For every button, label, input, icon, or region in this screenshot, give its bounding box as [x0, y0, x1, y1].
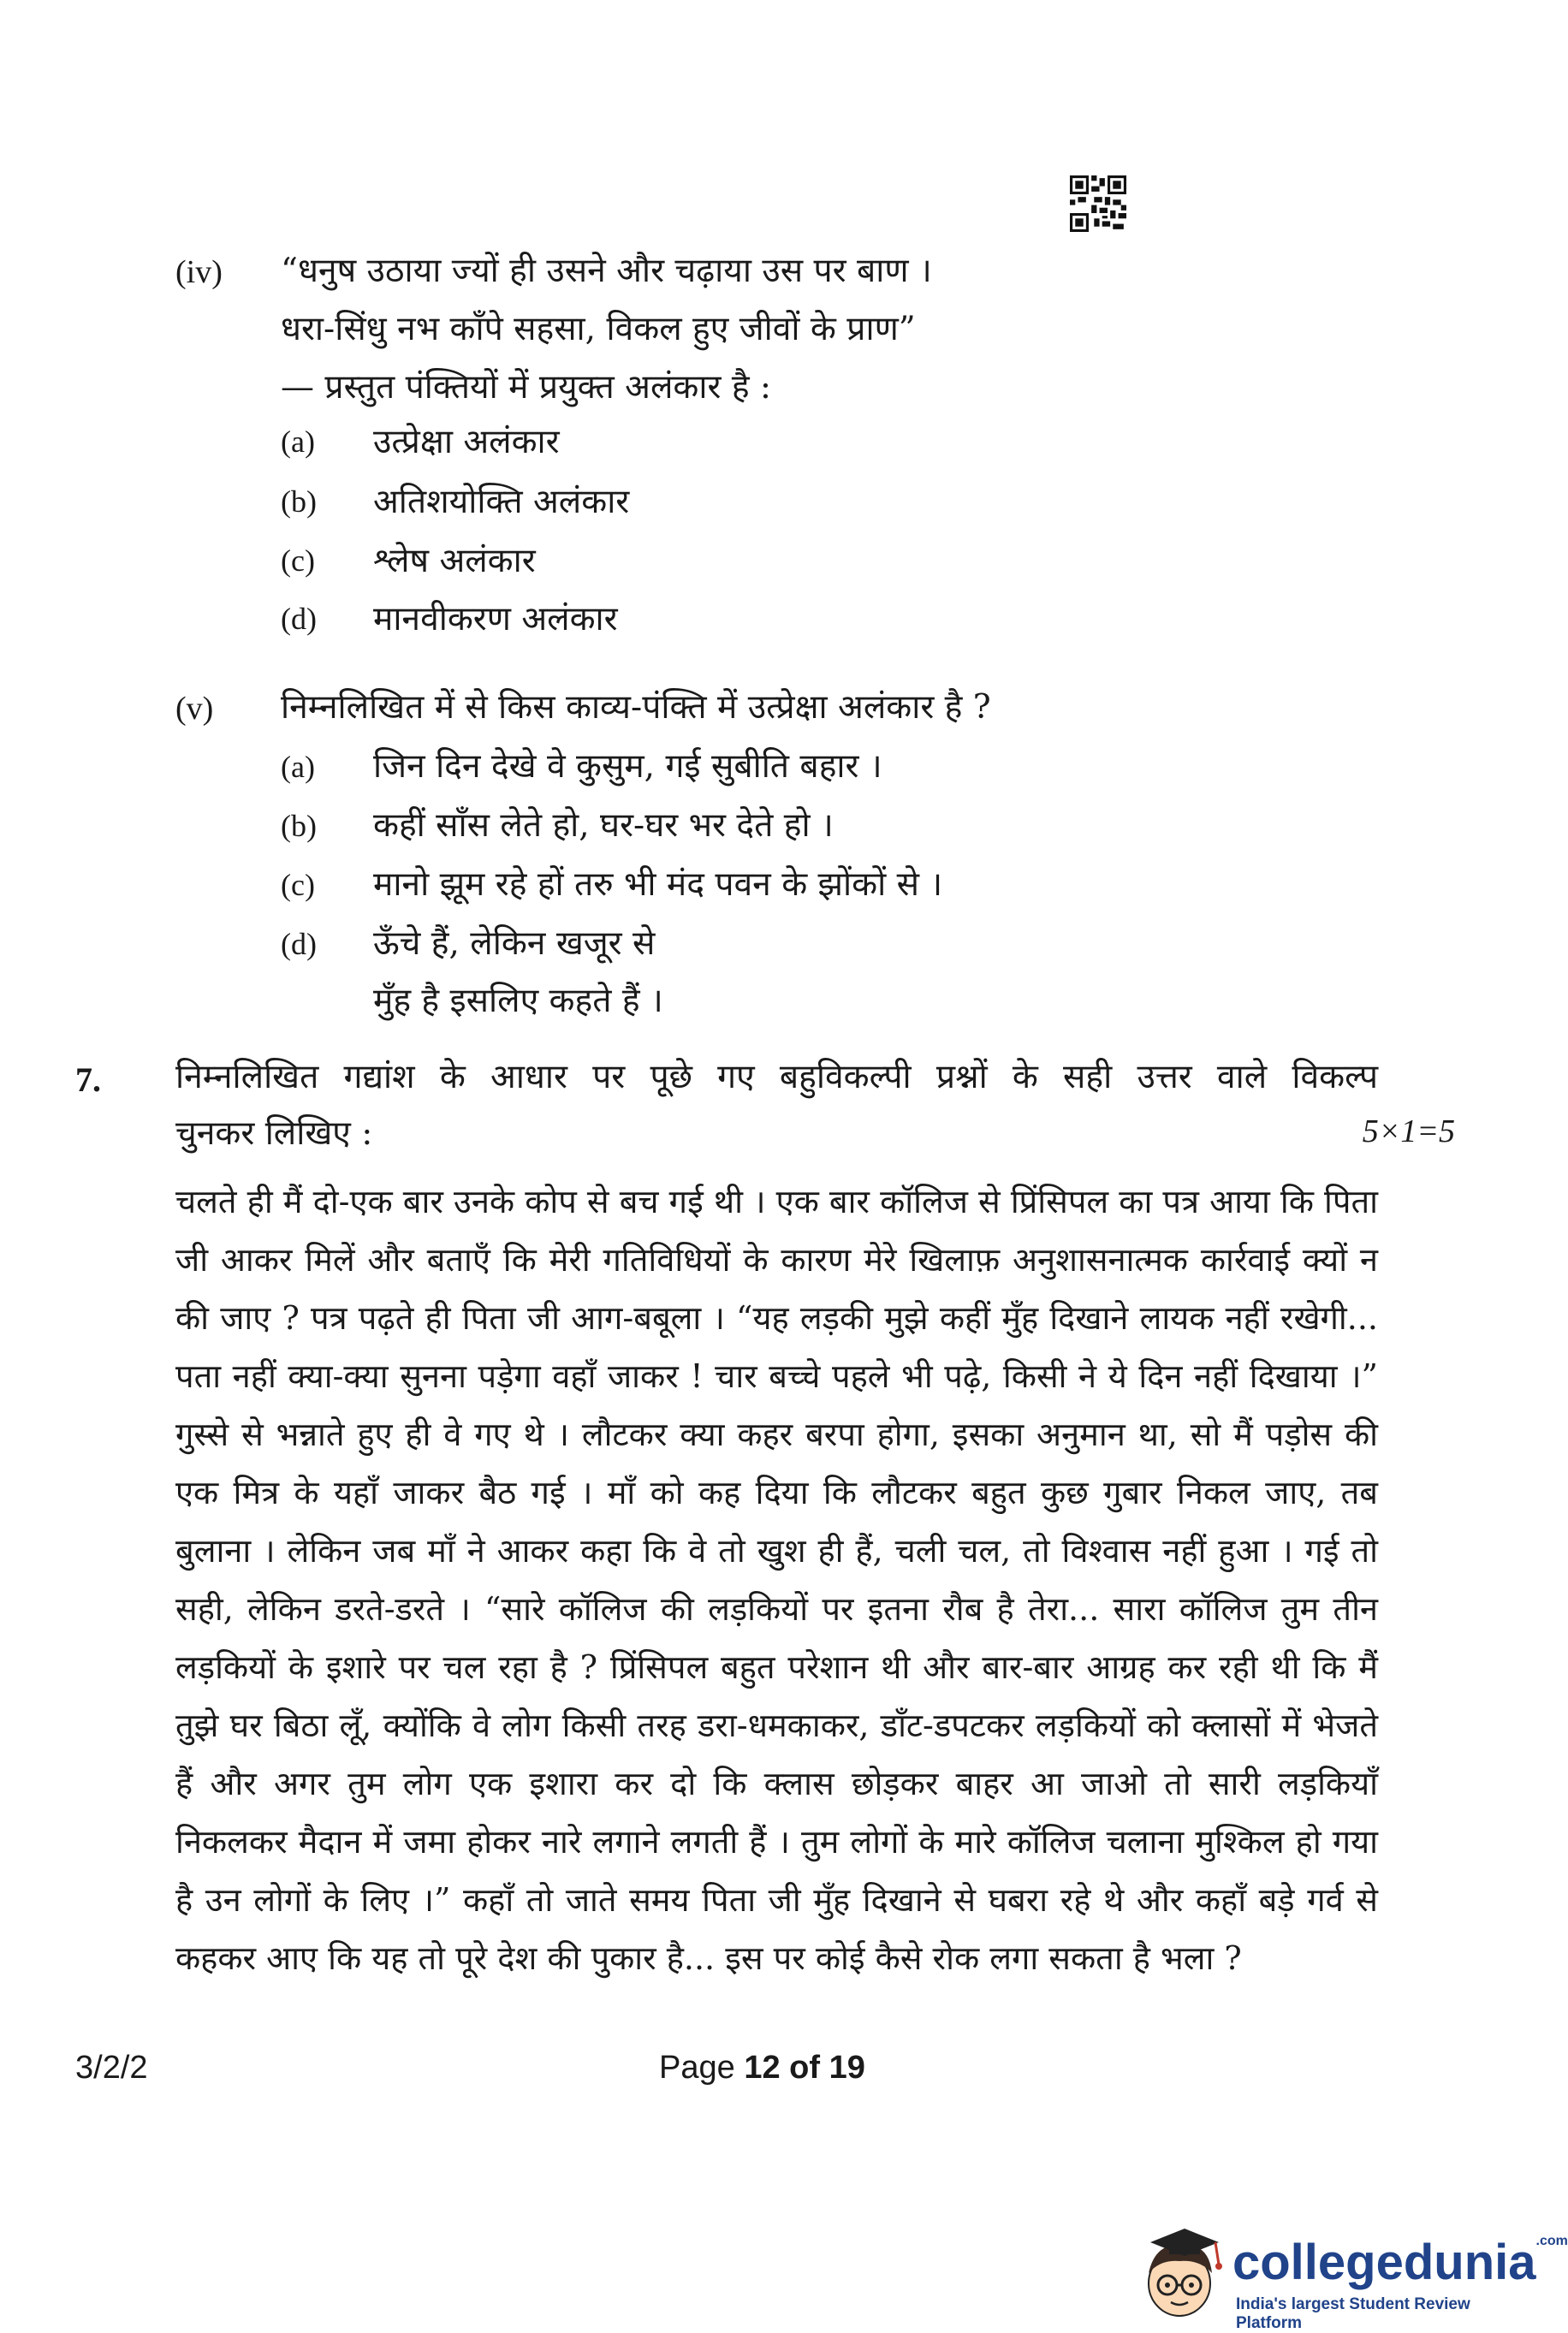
q7-marks: 5×1=5 [1362, 1113, 1455, 1149]
q7-instruction: चुनकर लिखिए : [175, 1114, 373, 1153]
q7-number: 7. [75, 1060, 101, 1099]
q4-option-text: अतिशयोक्ति अलंकार [373, 483, 630, 521]
page-total: 19 [829, 2050, 865, 2086]
page-of: of [780, 2050, 829, 2086]
brand-name [1232, 2234, 1568, 2291]
q4-option-letter: (c) [281, 543, 315, 578]
q5-option-text: जिन दिन देखे वे कुसुम, गई सुबीति बहार । [373, 747, 882, 786]
q5-option-text: मुँह है इसलिए कहते हैं । [373, 982, 663, 1020]
q4-number: (iv) [175, 254, 223, 290]
q7-instruction: निम्नलिखित गद्यांश के आधार पर पूछे गए बहुविकल्पी प्रश्नों के सही उत्तर वाले विकल्प [175, 1058, 1378, 1096]
q4-option-text: उत्प्रेक्षा अलंकार [373, 423, 560, 461]
page-prefix: Page [659, 2050, 745, 2086]
page-number [659, 2050, 865, 2087]
q5-option-text: कहीं साँस लेते हो, घर-घर भर देते हो । [373, 806, 834, 845]
student-mascot-icon [1130, 2217, 1229, 2319]
q4-option-text: मानवीकरण अलंकार [373, 600, 618, 638]
q5-option-text: ऊँचे हैं, लेकिन खजूर से [373, 924, 656, 963]
passage [175, 1172, 1378, 1987]
q4-line: “धनुष उठाया ज्यों ही उसने और चढ़ाया उस पर बाण । [281, 252, 932, 290]
q4-option-text: श्लेष अलंकार [373, 542, 536, 580]
q4-line: धरा-सिंधु नभ काँपे सहसा, विकल हुए जीवों के प्राण” [281, 310, 916, 348]
brand-tagline: India's largest Student Review Platform [1236, 2295, 1470, 2332]
q5-option-text: मानो झूम रहे हों तरु भी मंद पवन के झोंकों से । [373, 865, 943, 904]
q5-option-letter: (a) [281, 750, 315, 784]
q5-question: निम्नलिखित में से किस काव्य-पंक्ति में उत्प्रेक्षा अलंकार है ? [281, 688, 991, 727]
page-current: 12 [744, 2050, 781, 2086]
q4-option-letter: (b) [281, 484, 317, 519]
q4-option-letter: (a) [281, 424, 315, 459]
q4-line: — प्रस्तुत पंक्तियों में प्रयुक्त अलंकार है : [281, 368, 772, 407]
q5-option-letter: (d) [281, 927, 317, 961]
q4-option-letter: (d) [281, 602, 317, 636]
brand-domain: .com [1535, 2234, 1568, 2248]
qr-code-icon [1070, 175, 1126, 232]
q4-stem [281, 242, 1393, 417]
brand-name-text: collegedunia [1232, 2235, 1536, 2290]
brand-logo [1130, 2217, 1568, 2332]
q5-number: (v) [175, 691, 214, 727]
q5-option-letter: (c) [281, 868, 315, 902]
q5-option-letter: (b) [281, 809, 317, 843]
passage-text: चलते ही मैं दो-एक बार उनके कोप से बच गई थी । एक बार कॉलिज से प्रिंसिपल का पत्र आया कि पिता जी आकर मिलें और बताएँ कि मेरी गतिविधियों के कारण मेरे खिलाफ़ अनुशासनात्मक कार्रवाई क्यों न की जाए ? पत्र पढ़ते ही पिता जी आग-बबूला । “यह लड़की मुझे कहीं मुँह दिखाने लायक नहीं रखेगी... पता नहीं क्या-क्या सुनना पड़ेगा वहाँ जाकर ! चार बच्चे पहले भी पढ़े, किसी ने ये दिन नहीं दिखाया ।” गुस्से से भन्नाते हुए ही वे गए थे । लौटकर क्या कहर बरपा होगा, इसका अनुमान था, सो मैं पड़ोस की एक मित्र के यहाँ जाकर बैठ गई । माँ को कह दिया कि लौटकर बहुत कुछ गुबार निकल जाए, तब बुलाना । लेकिन जब माँ ने आकर कहा कि वे तो खुश ही हैं, चली चल, तो विश्वास नहीं हुआ । गई तो सही, लेकिन डरते-डरते । “सारे कॉलिज की लड़कियों पर इतना रौब है तेरा... सारा कॉलिज तुम तीन लड़कियों के इशारे पर चल रहा है ? प्रिंसिपल बहुत परेशान थी और बार-बार आग्रह कर रही थी कि मैं तुझे घर बिठा लूँ, क्योंकि वे लोग किसी तरह डरा-धमकाकर, डाँट-डपटकर लड़कियों को क्लासों में भेजते हैं और अगर तुम लोग एक इशारा कर दो कि क्लास छोड़कर बाहर आ जाओ तो सारी लड़कियाँ निकलकर मैदान में जमा होकर नारे लगाने लगती हैं । तुम लोगों के मारे कॉलिज चलाना मुश्किल हो गया है उन लोगों के लिए ।” कहाँ तो जाते समय पिता जी मुँह दिखाने से घबरा रहे थे और कहाँ बड़े गर्व से कहकर आए कि यह तो पूरे देश की पुकार है... इस पर कोई कैसे रोक लगा सकता है भला ? [175, 1183, 1378, 1977]
paper-code: 3/2/2 [75, 2050, 148, 2086]
